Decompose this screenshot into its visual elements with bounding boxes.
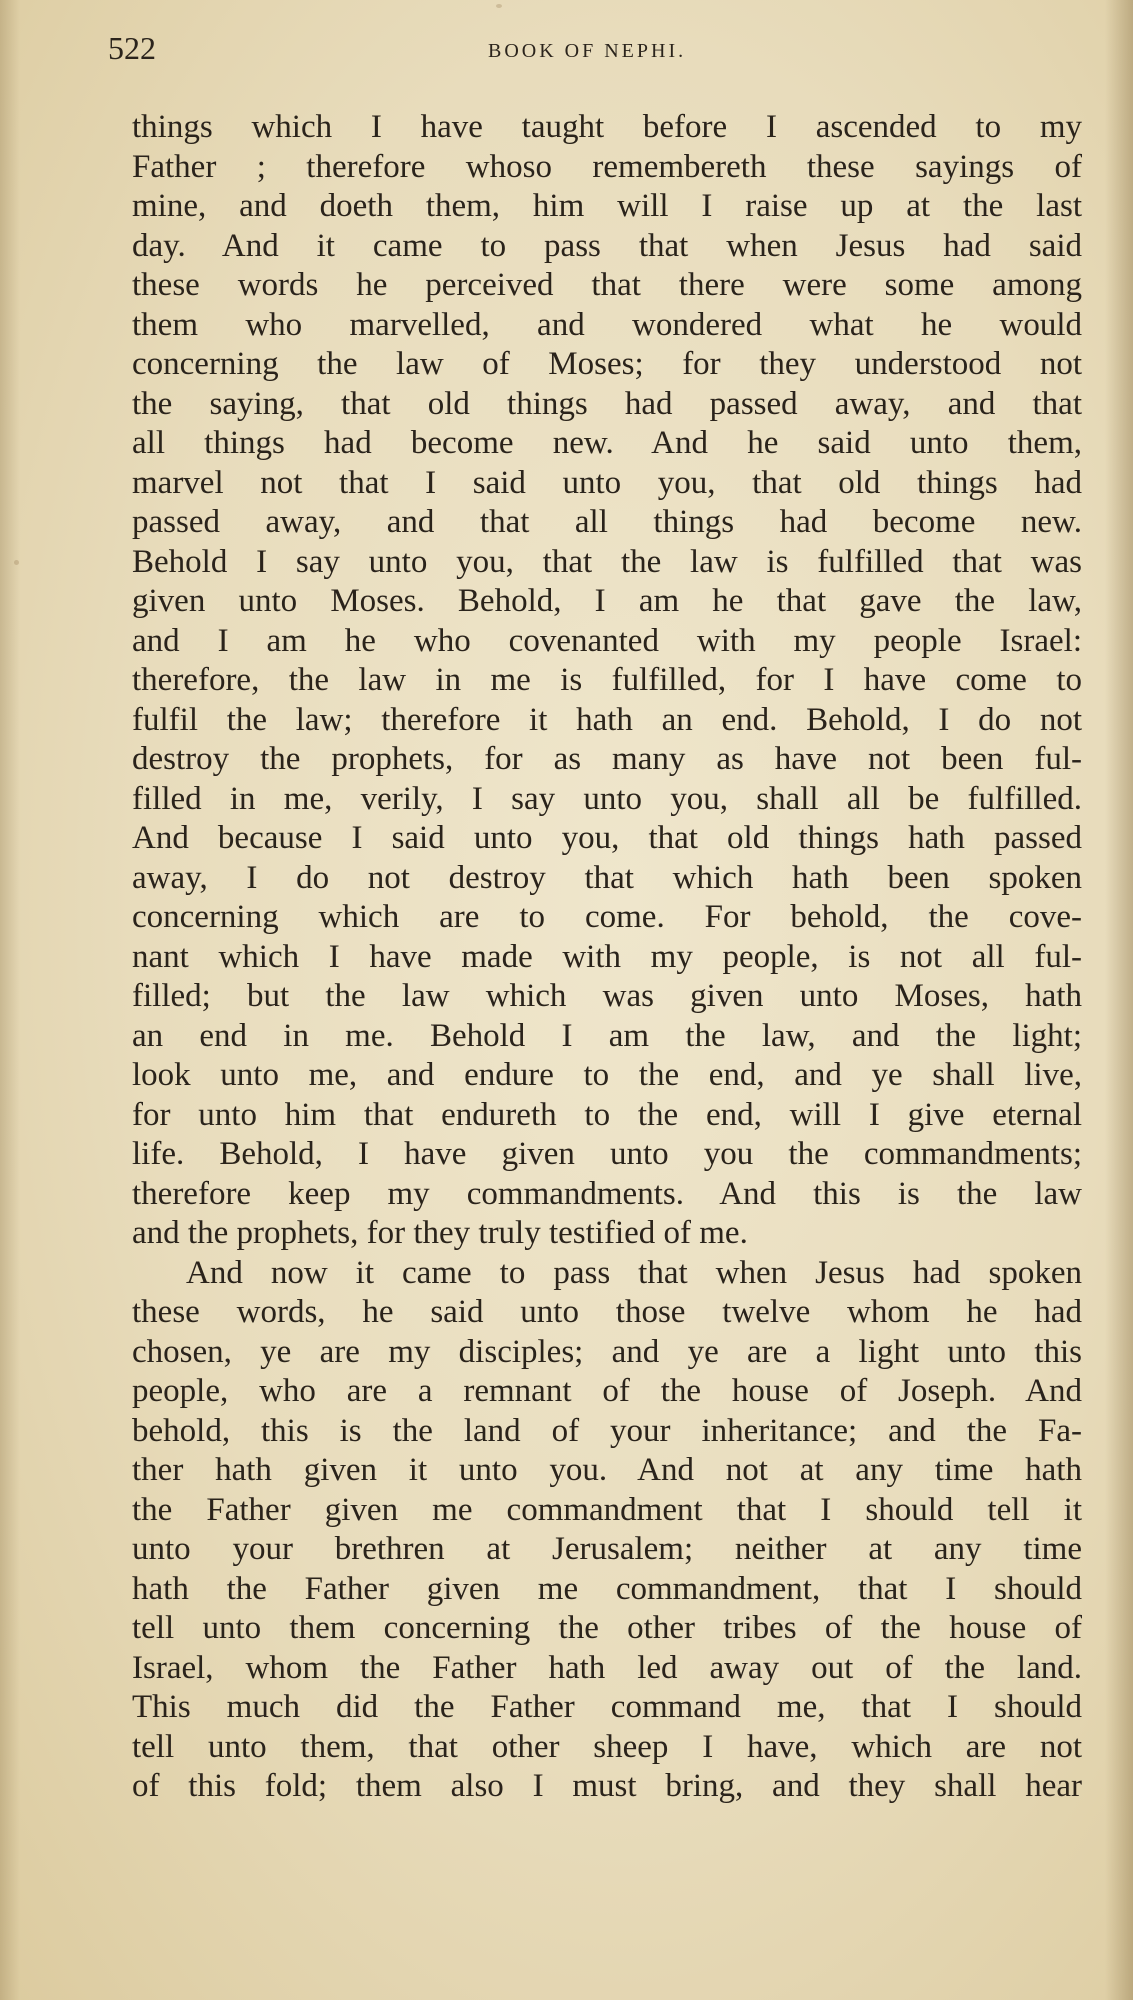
text-line: unto your brethren at Jerusalem; neither at any time xyxy=(132,1531,1082,1567)
text-line: filled in me, verily, I say unto you, shall all be fulfilled. xyxy=(132,780,1082,817)
text-line: therefore keep my commandments. And this is the law xyxy=(132,1175,1082,1212)
text-line: people, who are a remnant of the house of Joseph. And xyxy=(132,1373,1082,1409)
text-line: This much did the Father command me, that I should xyxy=(132,1689,1082,1725)
text-line: and I am he who covenanted with my people Israel: xyxy=(132,622,1082,659)
text-line: filled; but the law which was given unto Moses, hath xyxy=(132,978,1082,1014)
text-line: look unto me, and endure to the end, and ye shall live, xyxy=(132,1057,1082,1093)
gutter-shadow xyxy=(0,0,20,2000)
text-line: mine, and doeth them, him will I raise up at the last xyxy=(132,188,1082,224)
text-line: and the prophets, for they truly testified of me. xyxy=(132,1215,748,1251)
running-head xyxy=(108,30,1108,80)
text-line: fulfil the law; therefore it hath an end. Behold, I do not xyxy=(132,701,1082,738)
text-line: passed away, and that all things had become new. xyxy=(132,504,1082,540)
text-line: all things had become new. And he said unto them, xyxy=(132,425,1082,461)
text-line: destroy the prophets, for as many as have not been ful- xyxy=(132,741,1082,777)
text-line: hath the Father given me commandment, that I should xyxy=(132,1570,1082,1607)
text-line: Father ; therefore whoso remembereth these sayings of xyxy=(132,148,1082,185)
page-number: 522 xyxy=(108,30,156,66)
text-line: given unto Moses. Behold, I am he that gave the law, xyxy=(132,583,1082,619)
text-line: nant which I have made with my people, is not all ful- xyxy=(132,938,1082,975)
text-line: behold, this is the land of your inheritance; and the Fa- xyxy=(132,1412,1082,1449)
text-line: for unto him that endureth to the end, will I give eternal xyxy=(132,1096,1082,1133)
text-line: And because I said unto you, that old things hath passed xyxy=(132,820,1082,856)
text-line: therefore, the law in me is fulfilled, for I have come to xyxy=(132,662,1082,698)
text-line: ther hath given it unto you. And not at any time hath xyxy=(132,1452,1082,1488)
text-line: day. And it came to pass that when Jesus had said xyxy=(132,227,1082,264)
text-line: tell unto them concerning the other tribes of the house of xyxy=(132,1610,1082,1646)
text-line: of this fold; them also I must bring, and they shall hear xyxy=(132,1768,1082,1804)
text-line: Israel, whom the Father hath led away out of the land. xyxy=(132,1649,1082,1686)
text-line: life. Behold, I have given unto you the commandments; xyxy=(132,1136,1082,1172)
text-line: these words, he said unto those twelve whom he had xyxy=(132,1294,1082,1330)
text-line: concerning which are to come. For behold, the cove- xyxy=(132,899,1082,935)
text-line: away, I do not destroy that which hath been spoken xyxy=(132,859,1082,896)
text-line: marvel not that I said unto you, that old things had xyxy=(132,464,1082,501)
text-line: chosen, ye are my disciples; and ye are a light unto this xyxy=(132,1333,1082,1370)
text-line: the Father given me commandment that I should tell it xyxy=(132,1491,1082,1528)
text-line: things which I have taught before I ascended to my xyxy=(132,109,1082,145)
text-line: the saying, that old things had passed away, and that xyxy=(132,385,1082,422)
foxing-spot xyxy=(496,4,502,8)
paragraph-2 xyxy=(132,1254,1082,1807)
page-edge-shadow xyxy=(1105,0,1133,2000)
text-line: them who marvelled, and wondered what he would xyxy=(132,306,1082,343)
foxing-spot xyxy=(14,560,19,565)
paragraph-1 xyxy=(132,108,1082,1254)
text-line: an end in me. Behold I am the law, and the light; xyxy=(132,1017,1082,1054)
body-text xyxy=(132,108,1082,1807)
text-line: concerning the law of Moses; for they understood not xyxy=(132,346,1082,382)
running-title: BOOK OF NEPHI. xyxy=(488,40,687,62)
text-line: these words he perceived that there were some among xyxy=(132,267,1082,303)
text-line: And now it came to pass that when Jesus had spoken xyxy=(186,1254,1082,1291)
text-line: tell unto them, that other sheep I have, which are not xyxy=(132,1728,1082,1765)
text-line: Behold I say unto you, that the law is fulfilled that was xyxy=(132,543,1082,580)
